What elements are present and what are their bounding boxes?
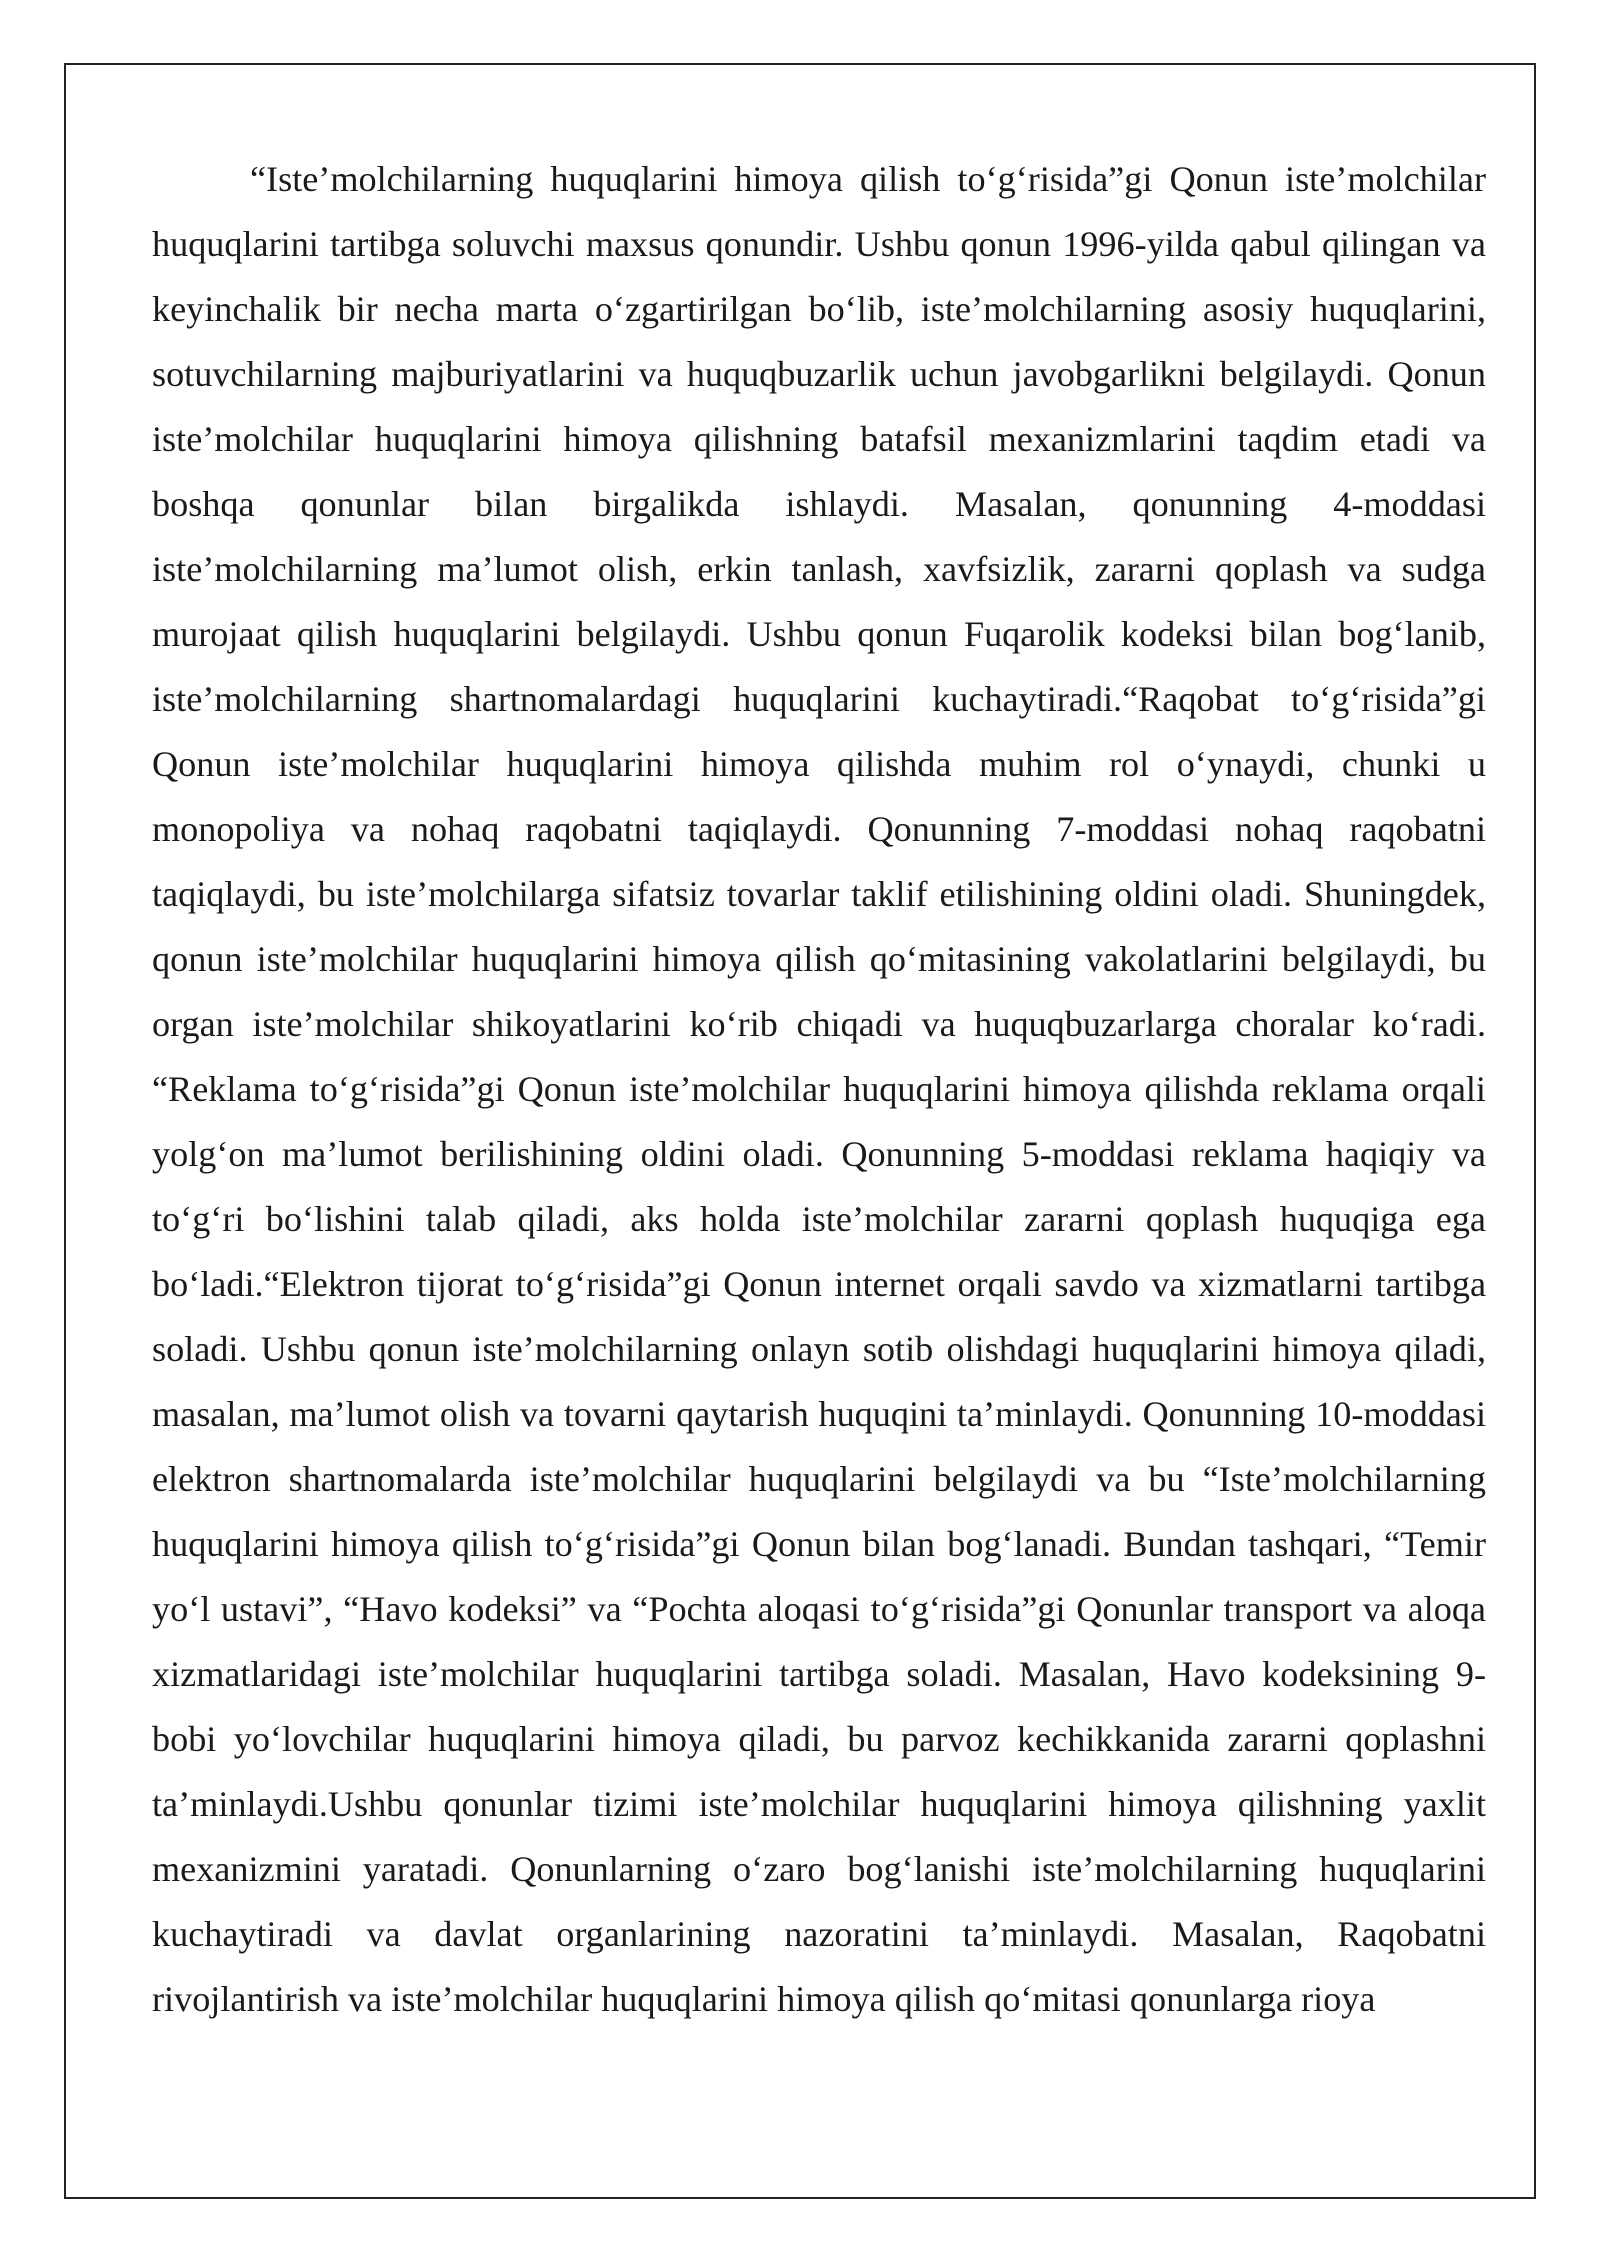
document-paragraph: “Iste’molchilarning huquqlarini himoya qilish to‘g‘risida”gi Qonun iste’molchilar huquqlarini tartibga soluvchi maxsus qonundir. Ushbu qonun 1996-yilda qabul qilingan va keyinchalik bir necha marta o‘zgartirilgan bo‘lib, iste’molchilarning asosiy huquqlarini, sotuvchilarning majburiyatlarini va huquqbuzarlik uchun javobgarlikni belgilaydi. Qonun iste’molchilar huquqlarini himoya qilishning batafsil mexanizmlarini taqdim etadi va boshqa qonunlar bilan birgalikda ishlaydi. Masalan, qonunning 4-moddasi iste’molchilarning ma’lumot olish, erkin tanlash, xavfsizlik, zararni qoplash va sudga murojaat qilish huquqlarini belgilaydi. Ushbu qonun Fuqarolik kodeksi bilan bog‘lanib, iste’molchilarning shartnomalardagi huquqlarini kuchaytiradi.“Raqobat to‘g‘risida”gi Qonun iste’molchilar huquqlarini himoya qilishda muhim rol o‘ynaydi, chunki u monopoliya va nohaq raqobatni taqiqlaydi. Qonunning 7-moddasi nohaq raqobatni taqiqlaydi, bu iste’molchilarga sifatsiz tovarlar taklif etilishining oldini oladi. Shuningdek, qonun iste’molchilar huquqlarini himoya qilish qo‘mitasining vakolatlarini belgilaydi, bu organ iste’molchilar shikoyatlarini ko‘rib chiqadi va huquqbuzarlarga choralar ko‘radi. “Reklama to‘g‘risida”gi Qonun iste’molchilar huquqlarini himoya qilishda reklama orqali yolg‘on ma’lumot berilishining oldini oladi. Qonunning 5-moddasi reklama haqiqiy va to‘g‘ri bo‘lishini talab qiladi, aks holda iste’molchilar zararni qoplash huquqiga ega bo‘ladi.“Elektron tijorat to‘g‘risida”gi Qonun internet orqali savdo va xizmatlarni tartibga soladi. Ushbu qonun iste’molchilarning onlayn sotib olishdagi huquqlarini himoya qiladi, masalan, ma’lumot olish va tovarni qaytarish huquqini ta’minlaydi. Qonunning 10-moddasi elektron shartnomalarda iste’molchilar huquqlarini belgilaydi va bu “Iste’molchilarning huquqlarini himoya qilish to‘g‘risida”gi Qonun bilan bog‘lanadi. Bundan tashqari, “Temir yo‘l ustavi”, “Havo kodeksi” va “Pochta aloqasi to‘g‘risida”gi Qonunlar transport va aloqa xizmatlaridagi iste’molchilar huquqlarini tartibga soladi. Masalan, Havo kodeksining 9-bobi yo‘lovchilar huquqlarini himoya qiladi, bu parvoz kechikkanida zararni qoplashni ta’minlaydi.Ushbu qonunlar tizimi iste’molchilar huquqlarini himoya qilishning yaxlit mexanizmini yaratadi. Qonunlarning o‘zaro bog‘lanishi iste’molchilarning huquqlarini kuchaytiradi va davlat organlarining nazoratini ta’minlaydi. Masalan, Raqobatni rivojlantirish va iste’molchilar huquqlarini himoya qilish qo‘mitasi qonunlarga rioya <box>152 159 1486 2019</box>
